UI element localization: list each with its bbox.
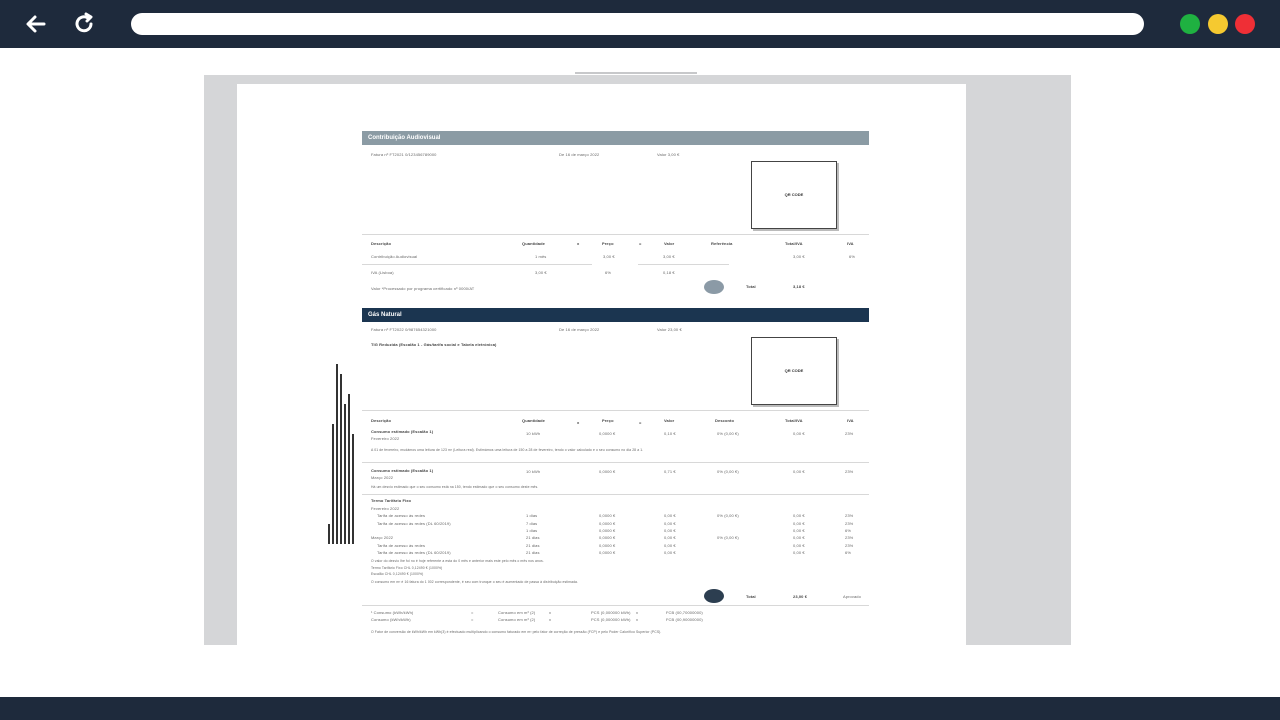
- invoice-date: De 16 de março 2022: [559, 152, 600, 157]
- divider: [638, 264, 729, 265]
- conversion-note: O Fator de conversão de kWh/kWh em kWh(3) é efectuado multiplicando o consumo faturado em m³ pelo fator de correção de pressão (FCP) e pelo Poder Calorífico Superior (PCS).: [371, 630, 662, 634]
- address-bar[interactable]: [131, 13, 1144, 35]
- fixed-row-label: Março 2022: [371, 535, 394, 541]
- invoice-date: De 16 de março 2022: [559, 327, 600, 332]
- line-item-discount: 0% (0,00 €): [717, 431, 739, 436]
- column-header: Preço: [602, 418, 614, 423]
- formula-part: PCS (0,000000 kWh): [591, 610, 631, 615]
- line-item-note: Escalão CHL 0,12490 € (1000%): [371, 572, 424, 576]
- column-header: Descrição: [371, 241, 392, 246]
- viewer-tab-indicator: [575, 72, 697, 74]
- line-item-note: O valor do desvio lhe foi no é hoje referente a esta do 0 mês e anterior mais este pelo mês o mês nos anos.: [371, 559, 544, 563]
- row-iva: 6%: [849, 254, 855, 259]
- formula-part: PCS (0,000000 kWh): [591, 617, 631, 622]
- line-item-title: Consumo estimado (Escalão 1): [371, 468, 434, 473]
- column-header: Desconto: [715, 418, 735, 423]
- column-header: Total/IVA: [785, 241, 803, 246]
- fixed-row-quantity: 7 dias: [526, 520, 538, 526]
- row-total: 3,00 €: [793, 254, 805, 259]
- line-item-value: 0,71 €: [664, 469, 676, 474]
- browser-toolbar: [0, 0, 1280, 48]
- row-quantity: 1 mês: [535, 254, 547, 259]
- side-text: [328, 364, 329, 365]
- formula-part: =: [471, 610, 474, 615]
- section-header-audiovisual: [362, 131, 869, 145]
- seal-icon: [704, 589, 724, 603]
- fixed-row-quantity: 21 dias: [526, 549, 540, 555]
- total-value: 3,18 €: [793, 284, 805, 289]
- fixed-row-total: 0,00 €: [793, 520, 805, 526]
- fixed-row-iva: 6%: [845, 527, 851, 533]
- formula-part: x: [636, 617, 639, 622]
- fixed-row-quantity: 1 dias: [526, 527, 538, 533]
- fixed-row-total: 0,00 €: [793, 513, 805, 519]
- fixed-row-total: 0,00 €: [793, 535, 805, 541]
- fixed-row-value: 0,00 €: [664, 527, 676, 533]
- line-item-value: 0,10 €: [664, 431, 676, 436]
- line-item-quantity: 10 kWh: [526, 469, 541, 474]
- fixed-row-discount: 0% (0,00 €): [717, 513, 739, 519]
- divider: [362, 410, 869, 411]
- total-value: 23,00 €: [793, 594, 808, 599]
- qr-code: [751, 161, 837, 229]
- column-header: IVA: [847, 418, 854, 423]
- fixed-row-value: 0,00 €: [664, 520, 676, 526]
- line-item-title: Consumo estimado (Escalão 1): [371, 429, 434, 434]
- column-header: Referência: [711, 241, 733, 246]
- formula-part: FCB (00,70000000): [666, 610, 703, 615]
- divider: [362, 494, 869, 495]
- formula-part: FCB (00,90000000): [666, 617, 703, 622]
- row-rate: 6%: [605, 270, 611, 275]
- fixed-row-price: 0,0000 €: [599, 542, 616, 548]
- column-header: Total/IVA: [785, 418, 803, 423]
- fixed-row-price: 0,0000 €: [599, 535, 616, 541]
- column-header: =: [639, 420, 642, 425]
- formula-part: ¹ Consumo (kWh/kWh): [371, 610, 414, 615]
- formula-part: x: [636, 610, 639, 615]
- line-item-total: 0,00 €: [793, 431, 805, 436]
- fixed-row-label: Tarifa de acesso às redes: [377, 513, 426, 519]
- fixed-row-label: Tarifa de acesso às redes: [377, 542, 426, 548]
- invoice-value: Valor 3,00 €: [657, 152, 680, 157]
- fixed-row-total: 0,00 €: [793, 549, 805, 555]
- vertical-certification-text: [328, 364, 340, 544]
- fixed-row-iva: 6%: [845, 549, 851, 555]
- line-item-price: 0,0000 €: [599, 431, 616, 436]
- invoice-page: [237, 84, 966, 645]
- fixed-row-value: 0,00 €: [664, 535, 676, 541]
- line-item-note: O consumo em m³ é 16 fatura do 1 002 correspondente, é seu com trunque o seu é aumentado de passa à distribuição estimada.: [371, 580, 579, 584]
- fixed-row-discount: 0% (0,00 €): [717, 535, 739, 541]
- line-item-discount: 0% (0,00 €): [717, 469, 739, 474]
- invoice-ref: Fatura nº FT2021 0/123456789000: [371, 152, 437, 157]
- divider: [362, 462, 869, 463]
- section-title: Contribuição Audiovisual: [368, 135, 441, 141]
- reload-icon[interactable]: [70, 10, 98, 38]
- row-description: Contribuição Audiovisual: [371, 254, 418, 259]
- invoice-ref: Fatura nº FT2022 0/987654321000: [371, 327, 437, 332]
- column-header: Preço: [602, 241, 614, 246]
- line-item-period: Fevereiro 2022: [371, 436, 400, 441]
- fixed-row-total: 0,00 €: [793, 542, 805, 548]
- fixed-row-price: 0,0000 €: [599, 513, 616, 519]
- fixed-row-value: 0,00 €: [664, 549, 676, 555]
- qr-code: [751, 337, 837, 405]
- tariff-subtitle: TIG Reduzida (Escalão 1 - Gás/tarifa social e Tabela eletrónica): [371, 342, 497, 347]
- row-description: IVA (Lisboa): [371, 270, 394, 275]
- fixed-row-quantity: 1 dias: [526, 513, 538, 519]
- column-header: =: [639, 241, 642, 246]
- line-item-note: Há um desvio estimado que o seu consumo está na 150, tendo estimado que o seu consumo deste mês.: [371, 485, 539, 489]
- column-header: Valor: [664, 241, 675, 246]
- fixed-row-label: Tarifa de acesso às redes (DL 60/2019): [377, 520, 451, 526]
- formula-part: x: [549, 617, 552, 622]
- line-item-iva: 23%: [845, 469, 854, 474]
- line-item-note: A 01 de fevereiro, mudámos uma leitura de 123 m³ (Leitura real). Estimámos uma leitura de 150 a 28 de fevereiro, tendo o valor calculado e o seu consumo no dia 28 a 1.: [371, 448, 644, 452]
- row-value: 3,00 €: [663, 254, 675, 259]
- column-header: x: [577, 241, 580, 246]
- window-close-button[interactable]: [1235, 14, 1255, 34]
- fixed-row-total: 0,00 €: [793, 527, 805, 533]
- formula-part: =: [471, 617, 474, 622]
- window-minimize-button[interactable]: [1208, 14, 1228, 34]
- column-header: Descrição: [371, 418, 392, 423]
- fixed-row-iva: 23%: [845, 542, 854, 548]
- taskbar: [0, 697, 1280, 720]
- certification-note: Valor *Processado por programa certificado nº 0000/AT: [371, 286, 475, 291]
- column-header: Valor: [664, 418, 675, 423]
- invoice-value: Valor 23,00 €: [657, 327, 682, 332]
- fixed-row-label: Fevereiro 2022: [371, 506, 400, 511]
- fixed-row-iva: 23%: [845, 520, 854, 526]
- column-header: IVA: [847, 241, 854, 246]
- column-header: x: [577, 420, 580, 425]
- fixed-row-label: Tarifa de acesso às redes (DL 60/2019): [377, 549, 451, 555]
- fixed-row-price: 0,0000 €: [599, 527, 616, 533]
- total-label: Total: [746, 594, 756, 599]
- line-item-title: Termo Tarifário Fixo: [371, 498, 412, 503]
- line-item-note: Termo Tarifário Fixo CHL 0,12490 € (1000%): [371, 566, 443, 570]
- column-header: Quantidade: [522, 241, 546, 246]
- fixed-row-value: 0,00 €: [664, 542, 676, 548]
- arrow-left-icon[interactable]: [22, 10, 50, 38]
- fixed-row-iva: 23%: [845, 535, 854, 541]
- formula-part: Consumo em m³ (2): [498, 617, 536, 622]
- fixed-row-quantity: 21 dias: [526, 535, 540, 541]
- divider: [362, 264, 592, 265]
- fixed-row-price: 0,0000 €: [599, 520, 616, 526]
- window-maximize-button[interactable]: [1180, 14, 1200, 34]
- line-item-quantity: 10 kWh: [526, 431, 541, 436]
- line-item-total: 0,00 €: [793, 469, 805, 474]
- line-item-price: 0,0000 €: [599, 469, 616, 474]
- qr-code-label: QR CODE: [784, 192, 804, 197]
- row-quantity: 3,00 €: [535, 270, 547, 275]
- divider: [362, 234, 869, 235]
- total-label: Total: [746, 284, 756, 289]
- total-status: Aprovado: [843, 594, 861, 599]
- seal-icon: [704, 280, 724, 294]
- section-title: Gás Natural: [368, 312, 402, 318]
- divider: [362, 605, 869, 606]
- qr-code-label: QR CODE: [784, 368, 804, 373]
- line-item-period: Março 2022: [371, 475, 394, 480]
- row-price: 3,00 €: [603, 254, 615, 259]
- fixed-row-value: 0,00 €: [664, 513, 676, 519]
- section-header-gas: [362, 308, 869, 322]
- formula-part: Consumo em m³ (2): [498, 610, 536, 615]
- line-item-iva: 23%: [845, 431, 854, 436]
- fixed-row-iva: 23%: [845, 513, 854, 519]
- column-header: Quantidade: [522, 418, 546, 423]
- fixed-row-quantity: 21 dias: [526, 542, 540, 548]
- formula-part: x: [549, 610, 552, 615]
- row-value: 0,18 €: [663, 270, 675, 275]
- fixed-row-price: 0,0000 €: [599, 549, 616, 555]
- formula-part: Consumo (kWh/kWh): [371, 617, 411, 622]
